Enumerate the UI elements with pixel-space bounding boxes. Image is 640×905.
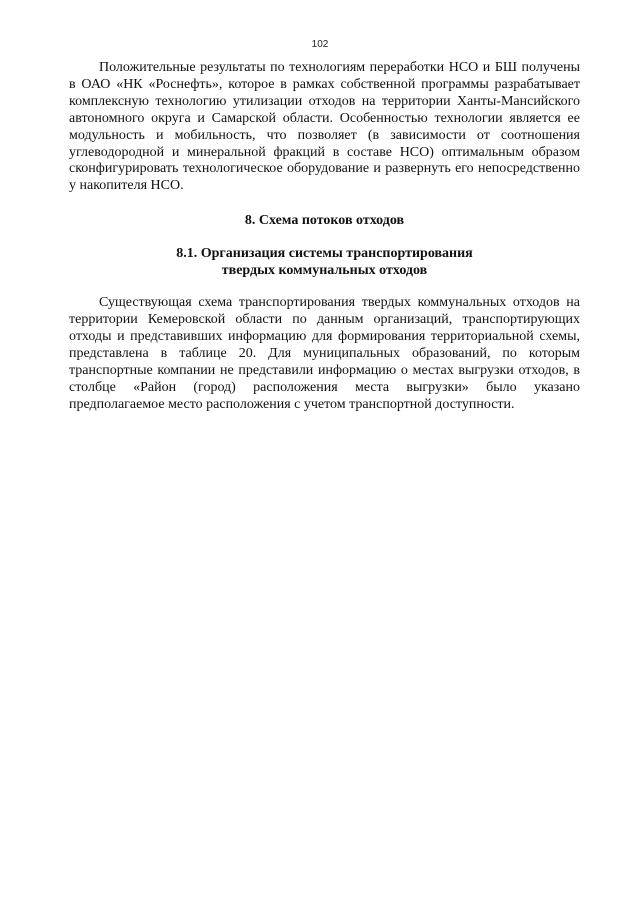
section-heading-8: 8. Схема потоков отходов <box>244 213 405 229</box>
page-content <box>69 60 580 414</box>
section-heading-8-1-line-1: 8.1. Организация системы транспортирования <box>176 246 473 262</box>
paragraph-transport-scheme: Существующая схема транспортирования твердых коммунальных отходов на территории Кемеровской области по данным организаций, транспортирующих отходы и представивших информацию для формирования территориальной схемы, представлена в таблице 20. Для муниципальных образований, по которым транспортные компании не представили информацию о местах выгрузки отходов, в столбце «Район (город) расположения места выгрузки» было указано предполагаемое место расположения с учетом транспортной доступности. <box>69 295 580 412</box>
paragraph-rosneft-technology: Положительные результаты по технологиям переработки НСО и БШ получены в ОАО «НК «Роснефть», которое в рамках собственной программы разрабатывает комплексную технологию утилизации отходов на территории Ханты-Мансийского автономного округа и Самарской области. Особенностью технологии является ее модульность и мобильность, что позволяет (в зависимости от соотношения углеводородной и минеральной фракций в составе НСО) оптимальным образом сконфигурировать технологическое оборудование и развернуть его непосредственно у накопителя НСО. <box>69 60 580 194</box>
section-heading-8-1-line-2: твердых коммунальных отходов <box>221 263 428 279</box>
section-heading-8-1 <box>69 245 580 279</box>
page-number: 102 <box>311 39 329 50</box>
